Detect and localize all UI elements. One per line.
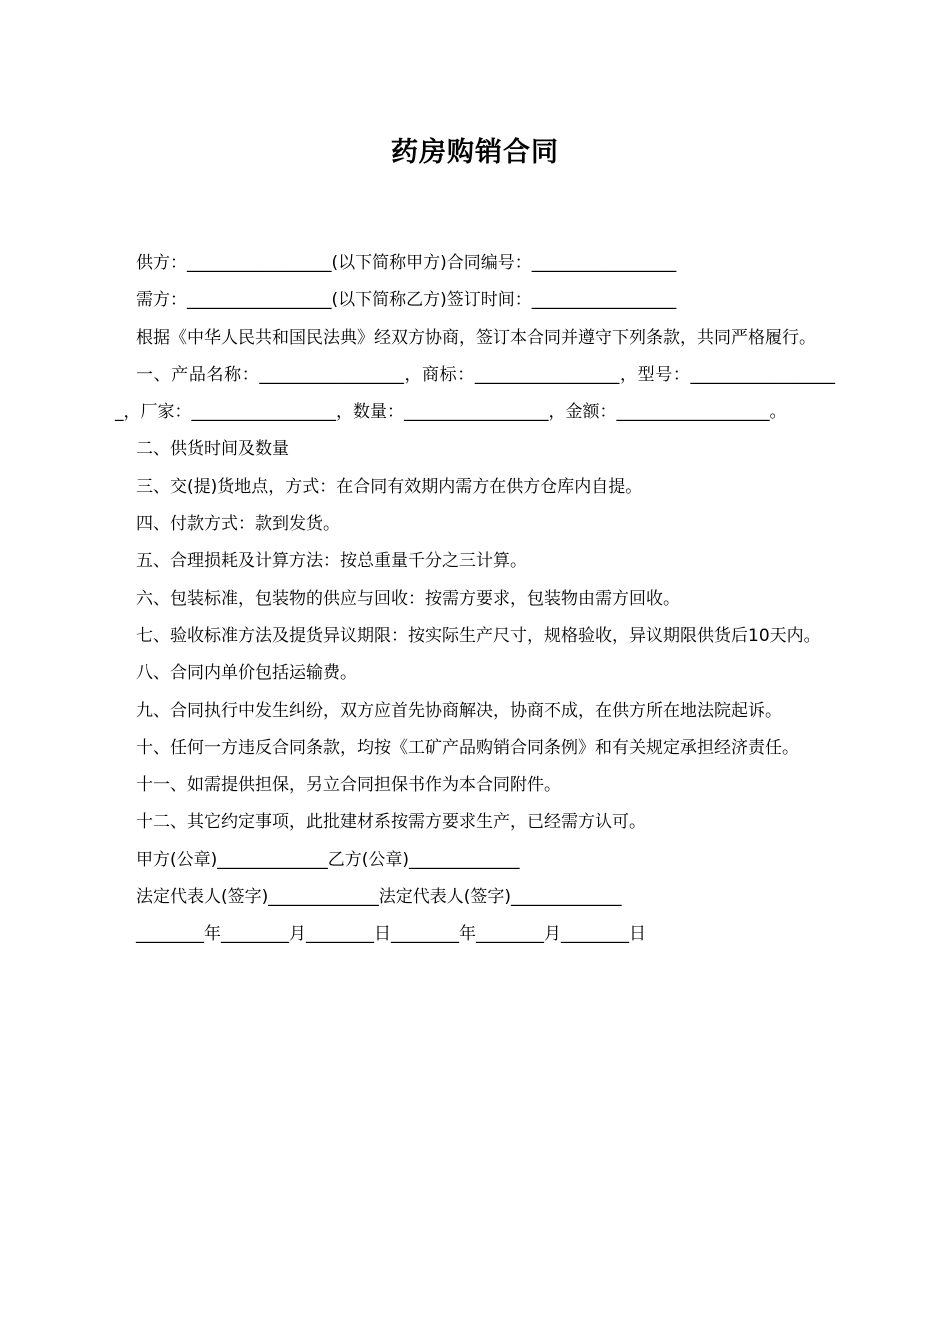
clause-9-disputes: 九、合同执行中发生纠纷，双方应首先协商解决，协商不成，在供方所在地法院起诉。 [136, 700, 782, 721]
clause-8-unit-price: 八、合同内单价包括运输费。 [136, 663, 357, 684]
document-title: 药房购销合同 [391, 137, 559, 168]
preamble-paragraph: 根据《中华人民共和国民法典》经双方协商，签订本合同并遵守下列条款，共同严格履行。 [136, 327, 816, 348]
clause-4-payment: 四、付款方式：款到发货。 [136, 514, 340, 535]
clause-12-other: 十二、其它约定事项，此批建材系按需方要求生产，已经需方认可。 [136, 812, 646, 833]
supplier-line: 供方：_________________(以下简称甲方)合同编号：_________________ [136, 253, 677, 273]
clause-7-acceptance: 七、验收标准方法及提货异议期限：按实际生产尺寸，规格验收，异议期限供货后10天内。 [136, 625, 821, 646]
contract-body [115, 245, 835, 954]
clause-6-packaging: 六、包装标准，包装物的供应与回收：按需方要求，包装物由需方回收。 [136, 588, 680, 609]
date-line: ________年________月________日________年________月________日 [136, 924, 646, 945]
signature-line: 法定代表人(签字)_____________法定代表人(签字)_____________ [136, 887, 622, 908]
seal-line: 甲方(公章)_____________乙方(公章)_____________ [136, 849, 520, 870]
clause-1-product: 一、产品名称：_________________，商标：_________________，型号：__________________，厂家：_________________，数量：_________________，金额：__________________。 [115, 364, 835, 423]
clause-5-loss: 五、合理损耗及计算方法：按总重量千分之三计算。 [136, 551, 527, 572]
clause-3-delivery-place: 三、交(提)货地点，方式：在合同有效期内需方在供方仓库内自提。 [136, 476, 643, 497]
buyer-line: 需方：_________________(以下简称乙方)签订时间：_________________ [136, 290, 677, 311]
clause-2-delivery-time: 二、供货时间及数量 [136, 439, 289, 460]
clause-11-guarantee: 十一、如需提供担保，另立合同担保书作为本合同附件。 [136, 775, 561, 796]
clause-10-breach: 十、任何一方违反合同条款，均按《工矿产品购销合同条例》和有关规定承担经济责任。 [136, 737, 799, 758]
